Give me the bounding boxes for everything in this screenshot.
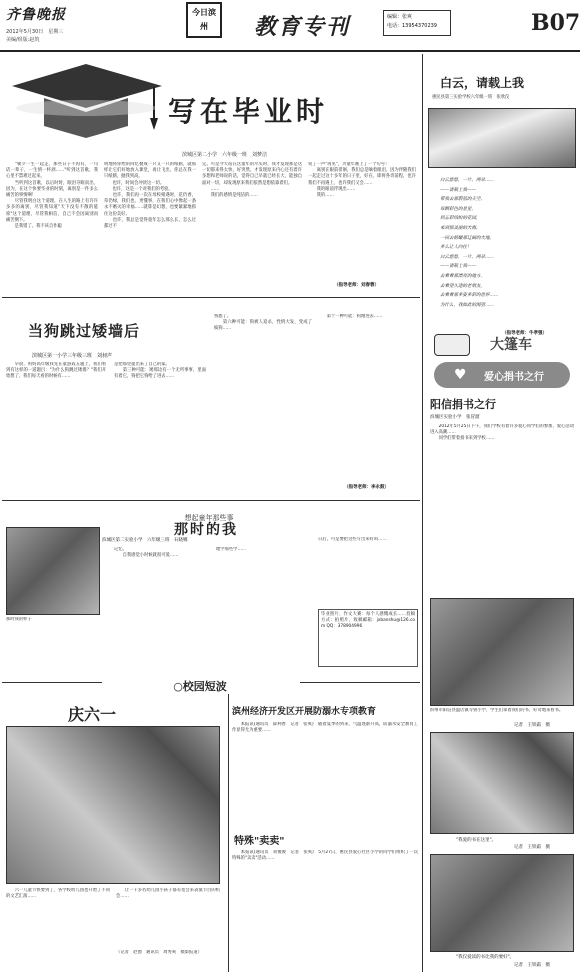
- donation-photo-3-caption: "我仅爱读的书比我的要好"。: [456, 955, 515, 960]
- section-title: 教育专刊: [254, 14, 351, 40]
- childhood-tag: [134, 505, 284, 522]
- special-sale-body: 本报讯(通讯员 蒋俊俊 记者 张爽) 5月27日，惠民县爱心社区小学的同学们组织了一次特殊的"卖卖"活动……: [232, 850, 418, 862]
- kids-day-body: 六一儿童节快要到了，各学校幼儿园也开始了不同的文艺汇演……: [6, 888, 110, 900]
- poem-line: ——请载上我——: [440, 264, 476, 270]
- heart-icon: ♥: [454, 367, 467, 383]
- poem-line: 多么让人向往！: [440, 245, 472, 251]
- poem-line: 去看望久违的老朋友，: [440, 283, 485, 289]
- article-col-4: 说了一声"再见"，为童年画上了一个句号！ 离别在眼前徘徊，我们总是噙着眼泪，因为伴随我们一起走过这十多年的日子里，好在，即将各奔前程，也许我们不再遇上，也许我们又会…… 我的眼前浮现出…… 我的……: [308, 162, 416, 199]
- kids-day-photo: [6, 726, 220, 884]
- childhood-photo: [6, 527, 100, 615]
- water-safety-article: [230, 694, 420, 824]
- kids-day-body-2: 让一千多名幼儿园小孩子都有宽会来表演节目的机会……: [116, 888, 220, 900]
- poem-line: 白云悠悠，一片，两朵……: [440, 254, 494, 260]
- article-col-1: "朝夕一生一起走，那些日子不再有，一句话一辈子，一生情一杯酒……"听到这首歌，我心里不禁难过起来。 当听到这首歌，以后时时，眼泪夺眶而出，因为，在这个快要毕业的时刻，离别是一件多么痛苦的事情啊！ 尽管我明白这个道理，在人生的路上有许许多多的离别，尽管我知道"天下没有不散的筵席"这个道理，尽管我相信，自己不会因离别而痛苦倒下。 是我错了。我不该自作聪: [6, 162, 98, 230]
- poem-article: [426, 54, 576, 346]
- newspaper-logo: 齐鲁晚报: [6, 7, 66, 23]
- graduation-article: [2, 54, 420, 295]
- special-sale-title: 特殊"卖卖": [234, 836, 285, 847]
- article-title: 写在毕业时: [168, 95, 329, 128]
- article-byline: 滨城区第二小学 六年级一班 刘梦洁: [182, 152, 268, 158]
- dog-col-4: 第十一种可能：狗跑进去……: [318, 314, 383, 319]
- poem-line: 白云悠悠，一片，两朵……: [440, 178, 494, 183]
- water-safety-title: 滨州经济开发区开展防溺水专项教育: [232, 707, 377, 717]
- water-safety-body: 本报讯(通讯员 薛利香 记者 张爽) 随着夏季的到来，气温逐渐升高，防溺水安全教育工作显得尤为重要……: [232, 722, 418, 734]
- train-label: 大篷车: [490, 337, 532, 353]
- donation-photo-1: [430, 598, 574, 706]
- love-badge: [434, 362, 570, 388]
- donation-article: [426, 392, 576, 972]
- poem-line: ——请载上我——: [440, 187, 476, 193]
- dog-byline: 滨城区第一小学三年级三班 刘昶声: [32, 353, 113, 359]
- donation-photo-3: [430, 854, 574, 952]
- childhood-byline: 滨城区第二实验小学 六年级三班 石晓娜: [102, 538, 188, 543]
- donation-photo-2-caption: "我爱的书在这里"。: [456, 838, 497, 843]
- dog-credit: （指导老师：李永鼓）: [344, 485, 389, 490]
- poem-photo: [428, 108, 576, 168]
- donation-photo-2: [430, 732, 574, 834]
- poem-line: 去看看那多姿多彩的世界……: [440, 293, 499, 299]
- childhood-col-2: 地学那些学……: [216, 547, 247, 552]
- donation-body: 2012年5月25日下午，我们学校有着许多爱心同学们的参加，爱心活动进入高潮…… 同学们带着捐书来到学校……: [430, 424, 574, 442]
- poem-line: 为什么，我如此的渴望……: [440, 302, 494, 308]
- seal-stamp: [186, 2, 222, 38]
- layout-editors: 美编/组版:赵筑: [6, 37, 40, 43]
- donation-title: 阳信捐书之行: [430, 398, 496, 411]
- dog-col-2: 是把那里提出来了自己的家。 第三种可能：矮那边有一个无所事事，里面有着它，狗把它狗给了进去……: [114, 362, 206, 380]
- poem-line: 每颗彩色的星星，: [440, 206, 476, 212]
- dog-col-3: 熟悉了。 第六种可能：狗被人追杀，性情大发，变成了疯狗……: [214, 314, 312, 332]
- childhood-col-1: 记忆。 自我感觉小时候就很可爱……: [114, 547, 179, 559]
- page-number: B07: [531, 10, 580, 36]
- train-icon: [434, 334, 470, 356]
- childhood-tag-text: 想起童年那些事: [184, 514, 234, 522]
- poem-line: 带我去那蔚蓝的天空，: [440, 197, 485, 203]
- campus-header: [100, 675, 300, 691]
- donation-byline: 滨城区实验小学 张冒溜: [430, 415, 480, 420]
- train-badge: [432, 332, 570, 358]
- poem-line: 一同去俯瞰那辽阔的大地，: [440, 235, 494, 241]
- masthead: [0, 0, 580, 52]
- seal-text: 今日滨州: [192, 8, 216, 31]
- editor-box: [383, 10, 451, 36]
- mortarboard-illustration: [4, 56, 169, 148]
- donation-photo-2-credit: 记者 王铁霜 摄: [514, 845, 550, 850]
- donation-photo-1-credit: 记者 王铁霜 摄: [514, 723, 550, 728]
- dog-article: [2, 298, 420, 498]
- childhood-title: 那时的我: [174, 522, 238, 538]
- kids-day-credit: （记者 赵德 通讯员 周秀爽 摄影报道）: [116, 950, 202, 955]
- poem-body: [440, 176, 570, 324]
- editor-name: 编辑：张爽: [387, 14, 413, 20]
- childhood-ad-box: 毕业照片、作文大赛：每个人感慨成长……投稿方式：拍照片，收稿邮箱：jxbanshu@126.com QQ：378904996: [318, 609, 418, 667]
- poem-title: 白云，请载上我: [440, 76, 525, 90]
- dog-col-1: 早晨，妈妈高年级我先在童游戏五题上，我们看到有这样的一道题目："为什么狗跳过矮墙？"我们开始想了，我们每天看的时候有……: [6, 362, 106, 380]
- article-col-2: 明地将你给的回忆叠成一只又一只的纸鹤，就那样让它们好地放入课堂，再让飞出，你总在我一只纸鹤，抛我到高。 也许，时间会冲淡这一切。 也许，这是一个对我们的考验。 也许，我们再一次在母校相遇时，花仍香，草仍绿，我们也，更懂事，在我们心中像起一条永不磨灭的幸福……就算是幻想，也要紧紧地抓住这份美好。 也许，我总是觉得童年怎么那么长，怎么过都过不: [104, 162, 196, 230]
- donation-photo-3-credit: 记者 王铁霜 摄: [514, 963, 550, 968]
- childhood-article: [2, 501, 420, 671]
- editor-phone: 电话：13954370239: [387, 23, 437, 29]
- poem-byline: 惠民县第三实验学校六年级一班 张欣仪: [432, 95, 510, 100]
- donation-photo-1-caption: 滨州市阳信县温店镇寺鲁小学，学生们拿着我们的书，好奇地来看书。: [430, 708, 564, 713]
- article-credit: （指导老师：刘春蓉）: [334, 283, 379, 288]
- kids-day-title: 庆六一: [68, 705, 117, 724]
- article-col-3: 完。可是今天站在这童年的尽头时，我才发现那是这一切都来得太快，好突然，才发现原来内心还有着许多想和老师说的话，觉得自己早就已经长大，能独自面对一切，却发现原来我们依然是想依靠着们。 …… 我们的感情是纯洁的……: [202, 162, 302, 199]
- poem-credit: （指导老师：牛孝强）: [502, 331, 547, 336]
- kids-day-article: [2, 694, 226, 972]
- issue-date: 2012年5月30日 星期三: [6, 29, 64, 35]
- dog-title: 当狗跳过矮墙后: [28, 322, 141, 340]
- poem-line: 去看看那漂亮的地方，: [440, 273, 485, 279]
- poem-line: 来到那美丽的大海，: [440, 225, 481, 231]
- campus-header-text: ○校园短波: [173, 680, 227, 693]
- childhood-col-3: 日后，可是要把这些写出来好吗……: [318, 537, 387, 542]
- poem-line: 到五彩缤纷的花园，: [440, 216, 481, 222]
- love-label: 爱心捐书之行: [484, 372, 544, 383]
- childhood-photo-caption: 那时我的样子: [6, 617, 32, 622]
- special-sale-article: [230, 826, 420, 972]
